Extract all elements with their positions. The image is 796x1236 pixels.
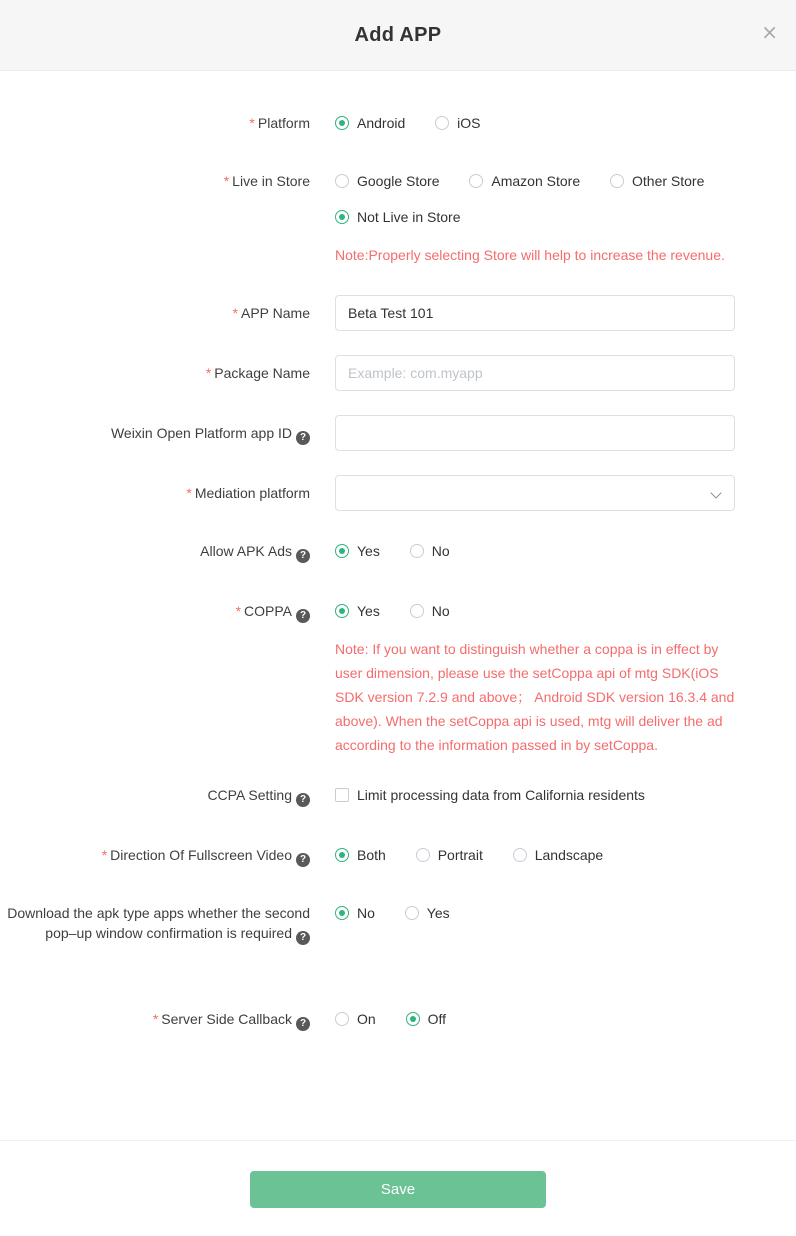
required-asterisk: * (232, 305, 238, 321)
radio-icon (335, 1012, 349, 1026)
radio-icon (335, 116, 349, 130)
coppa-label-text: COPPA (244, 603, 292, 619)
required-asterisk: * (186, 485, 192, 501)
coppa-options-line (335, 601, 796, 621)
radio-icon (406, 1012, 420, 1026)
ccpa-label (0, 785, 335, 807)
required-asterisk: * (249, 115, 255, 131)
radio-google-store[interactable] (335, 171, 440, 191)
checkbox-icon (335, 788, 349, 802)
mediation-platform-row (0, 475, 796, 511)
radio-platform-android[interactable] (335, 113, 405, 133)
package-name-row (0, 355, 796, 391)
radio-label: Google Store (357, 173, 440, 189)
radio-label: Amazon Store (491, 173, 581, 189)
ccpa-label-text: CCPA Setting (207, 787, 292, 803)
radio-amazon-store[interactable] (469, 171, 580, 191)
help-icon[interactable]: ? (296, 793, 310, 807)
direction-row (0, 845, 796, 867)
radio-callback-off[interactable] (406, 1009, 446, 1029)
required-asterisk: * (101, 847, 108, 863)
radio-icon (416, 848, 430, 862)
radio-label: On (357, 1011, 376, 1027)
download-apk-confirm-label-text: Download the apk type apps whether the second pop–up window confirmation is required (7, 905, 310, 941)
radio-direction-both[interactable] (335, 845, 386, 865)
platform-label-text: Platform (257, 115, 310, 131)
coppa-options (335, 601, 796, 757)
allow-apk-ads-options (335, 541, 796, 561)
weixin-app-id-label-text: Weixin Open Platform app ID (110, 425, 292, 441)
live-in-store-label-text: Live in Store (232, 173, 310, 189)
radio-download-confirm-yes[interactable] (405, 903, 450, 923)
radio-label: Both (357, 847, 386, 863)
weixin-app-id-input[interactable] (335, 415, 735, 451)
radio-label: Landscape (534, 847, 604, 863)
radio-icon (435, 116, 449, 130)
store-note: Note:Properly selecting Store will help to increase the revenue. (335, 247, 725, 263)
radio-icon (335, 174, 349, 188)
app-name-row (0, 295, 796, 331)
platform-options (335, 113, 796, 133)
add-app-form (0, 71, 796, 1140)
radio-coppa-no[interactable] (410, 601, 450, 621)
platform-row (0, 113, 796, 133)
modal-footer (0, 1140, 796, 1236)
download-apk-confirm-row (0, 903, 796, 945)
modal-title: Add APP (354, 23, 442, 46)
radio-label: Portrait (437, 847, 483, 863)
save-button[interactable]: Save (250, 1171, 546, 1208)
radio-label: Yes (357, 543, 380, 559)
download-apk-confirm-options (335, 903, 796, 923)
direction-label (0, 845, 335, 867)
package-name-input[interactable] (335, 355, 735, 391)
app-name-label-text: APP Name (241, 305, 310, 321)
coppa-note: Note: If you want to distinguish whether a coppa is in effect by user dimension, please use the setCoppa api of mtg SDK(iOS SDK version 7.2.9 and above； Android SDK version 16.3.4 and above). When the setCoppa api is used, mtg will deliver the ad according to the information passed in by setCoppa. (335, 641, 735, 753)
app-name-input[interactable] (335, 295, 735, 331)
radio-callback-on[interactable] (335, 1009, 376, 1029)
store-options-line2 (335, 207, 796, 227)
coppa-row (0, 601, 796, 757)
radio-label: Yes (357, 603, 380, 619)
help-icon[interactable]: ? (296, 431, 310, 445)
package-name-label (0, 355, 335, 383)
allow-apk-ads-row (0, 541, 796, 563)
ccpa-row (0, 785, 796, 807)
app-name-label (0, 295, 335, 323)
radio-label: No (357, 905, 375, 921)
radio-coppa-yes[interactable] (335, 601, 380, 621)
required-asterisk: * (205, 365, 212, 381)
radio-allow-apk-yes[interactable] (335, 541, 380, 561)
ccpa-checkbox[interactable] (335, 785, 645, 805)
weixin-app-id-row (0, 415, 796, 451)
modal-header (0, 0, 796, 71)
radio-icon (469, 174, 483, 188)
package-name-control (335, 355, 796, 391)
radio-icon (610, 174, 624, 188)
mediation-platform-label-text: Mediation platform (194, 485, 310, 501)
weixin-app-id-control (335, 415, 796, 451)
radio-icon (410, 604, 424, 618)
live-in-store-options (335, 171, 796, 267)
radio-direction-landscape[interactable] (513, 845, 604, 865)
app-name-control (335, 295, 796, 331)
radio-icon (335, 848, 349, 862)
close-icon[interactable]: × (761, 20, 778, 44)
radio-label: Yes (426, 905, 450, 921)
ccpa-control (335, 785, 796, 807)
radio-label: Android (357, 115, 406, 131)
radio-other-store[interactable] (610, 171, 704, 191)
allow-apk-ads-label-text: Allow APK Ads (200, 543, 292, 559)
radio-allow-apk-no[interactable] (410, 541, 450, 561)
server-side-callback-options (335, 1009, 796, 1029)
radio-icon (410, 544, 424, 558)
radio-label: Other Store (632, 173, 705, 189)
radio-label: Not Live in Store (357, 209, 461, 225)
help-icon[interactable]: ? (296, 931, 310, 945)
direction-label-text: Direction Of Fullscreen Video (110, 847, 292, 863)
required-asterisk: * (235, 603, 242, 619)
radio-icon (335, 906, 349, 920)
radio-icon (335, 544, 349, 558)
ccpa-checkbox-label: Limit processing data from California residents (357, 787, 645, 803)
server-side-callback-label-text: Server Side Callback (161, 1011, 292, 1027)
live-in-store-label (0, 171, 335, 191)
live-in-store-row (0, 171, 796, 267)
help-icon[interactable]: ? (296, 549, 310, 563)
platform-label (0, 113, 335, 133)
radio-not-live-in-store[interactable] (335, 207, 461, 227)
help-icon[interactable]: ? (296, 609, 310, 623)
chevron-down-icon (710, 487, 721, 498)
radio-download-confirm-no[interactable] (335, 903, 375, 923)
radio-icon (335, 604, 349, 618)
radio-label: Off (427, 1011, 446, 1027)
help-icon[interactable]: ? (296, 1017, 310, 1031)
download-apk-confirm-label (0, 903, 335, 945)
store-options-line1 (335, 171, 796, 191)
server-side-callback-row (0, 1009, 796, 1031)
allow-apk-ads-label (0, 541, 335, 563)
direction-options (335, 845, 796, 865)
radio-label: No (431, 603, 450, 619)
server-side-callback-label (0, 1009, 335, 1031)
mediation-platform-label (0, 475, 335, 503)
radio-direction-portrait[interactable] (416, 845, 483, 865)
coppa-label (0, 601, 335, 623)
required-asterisk: * (223, 173, 230, 189)
radio-icon (405, 906, 419, 920)
mediation-platform-select[interactable] (335, 475, 735, 511)
weixin-app-id-label (0, 415, 335, 445)
required-asterisk: * (152, 1011, 159, 1027)
help-icon[interactable]: ? (296, 853, 310, 867)
radio-platform-ios[interactable] (435, 113, 480, 133)
radio-icon (513, 848, 527, 862)
mediation-platform-control (335, 475, 796, 511)
radio-label: iOS (457, 115, 481, 131)
radio-icon (335, 210, 349, 224)
package-name-label-text: Package Name (214, 365, 310, 381)
radio-label: No (431, 543, 450, 559)
